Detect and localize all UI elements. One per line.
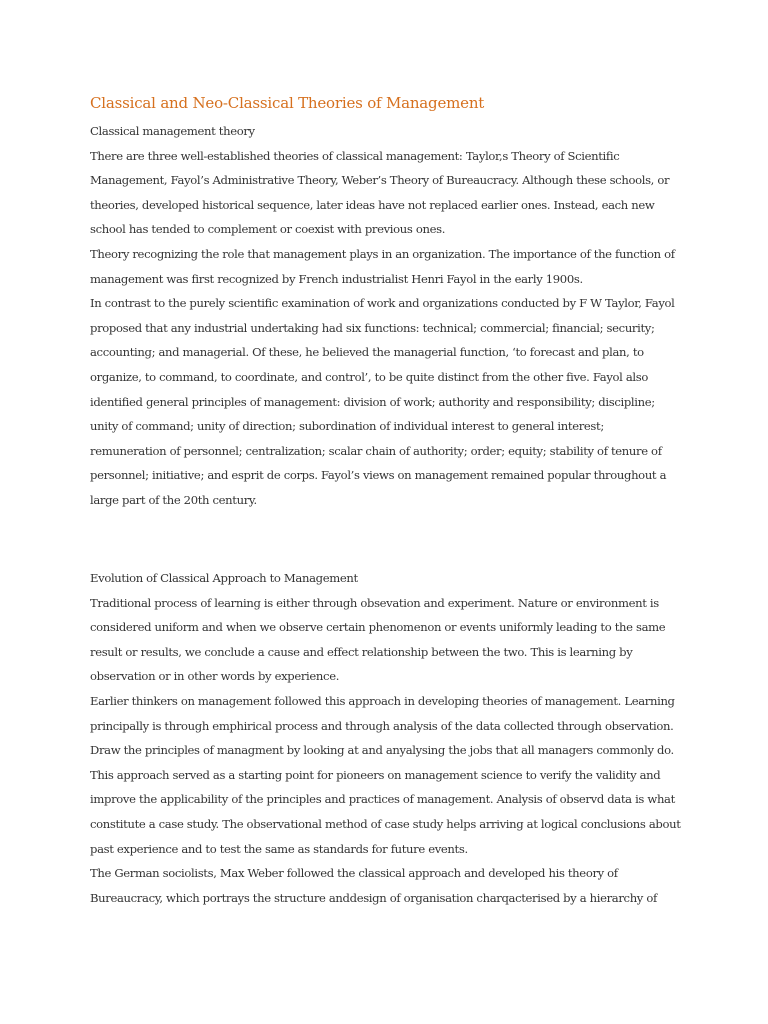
paragraph-line: Earlier thinkers on management followed this approach in developing theories of management. Learning [90,693,675,708]
paragraph-line: observation or in other words by experience. [90,669,340,684]
paragraph-line: school has tended to complement or coexist with previous ones. [90,222,446,237]
paragraph-line: Classical management theory [90,124,255,138]
paragraph-line: Bureaucracy, which portrays the structure anddesign of organisation charqacterised by a hierarchy of [90,890,657,905]
paragraph-line: constitute a case study. The observational method of case study helps arriving at logical conclusions about [90,816,681,831]
paragraph-line: considered uniform and when we observe certain phenomenon or events uniformly leading to the same [90,620,666,635]
paragraph-line: Theory recognizing the role that management plays in an organization. The importance of the function of [90,246,675,261]
paragraph-line: improve the applicability of the principles and practices of management. Analysis of observd data is what [90,792,675,807]
document-title: Classical and Neo-Classical Theories of Management [90,94,485,112]
paragraph-line: Management, Fayol’s Administrative Theory, Weber’s Theory of Bureaucracy. Although these schools, or [90,173,670,188]
paragraph-line: personnel; initiative; and esprit de corps. Fayol’s views on management remained popular throughout a [90,468,667,483]
paragraph-line: result or results, we conclude a cause and effect relationship between the two. This is learning by [90,644,633,659]
paragraph-line: theories, developed historical sequence, later ideas have not replaced earlier ones. Instead, each new [90,197,655,212]
paragraph-line: Draw the principles of managment by looking at and anyalysing the jobs that all managers commonly do. [90,743,674,758]
paragraph-line: identified general principles of management: division of work; authority and responsibility; discipline; [90,394,655,409]
paragraph-line: management was first recognized by French industrialist Henri Fayol in the early 1900s. [90,271,583,286]
paragraph-line: In contrast to the purely scientific examination of work and organizations conducted by F W Taylor, Fayol [90,296,675,311]
paragraph-line: past experience and to test the same as standards for future events. [90,841,468,856]
paragraph-line: principally is through emphirical process and through analysis of the data collected through observation. [90,718,674,733]
section-classical-theory [90,119,675,513]
paragraph-line: organize, to command, to coordinate, and control’, to be quite distinct from the other five. Fayol also [90,369,648,384]
paragraph-line: The German sociolists, Max Weber followed the classical approach and developed his theory of [90,866,618,881]
paragraph-line: This approach served as a starting point for pioneers on management science to verify the validity and [90,767,661,782]
paragraph-line: remuneration of personnel; centralization; scalar chain of authority; order; equity; stability of tenure of [90,443,662,458]
paragraph-line: proposed that any industrial undertaking had six functions: technical; commercial; financial; security; [90,320,655,335]
paragraph-line: Traditional process of learning is either through obsevation and experiment. Nature or environment is [90,595,659,610]
paragraph-line: accounting; and managerial. Of these, he believed the managerial function, ‘to forecast and plan, to [90,345,644,360]
paragraph-line: There are three well-established theories of classical management: Taylor,s Theory of Scientific [90,148,620,163]
paragraph-line: unity of command; unity of direction; subordination of individual interest to general interest; [90,419,604,434]
paragraph-line: Evolution of Classical Approach to Management [90,571,358,585]
section-evolution-classical-approach [90,566,681,910]
paragraph-line: large part of the 20th century. [90,492,257,507]
